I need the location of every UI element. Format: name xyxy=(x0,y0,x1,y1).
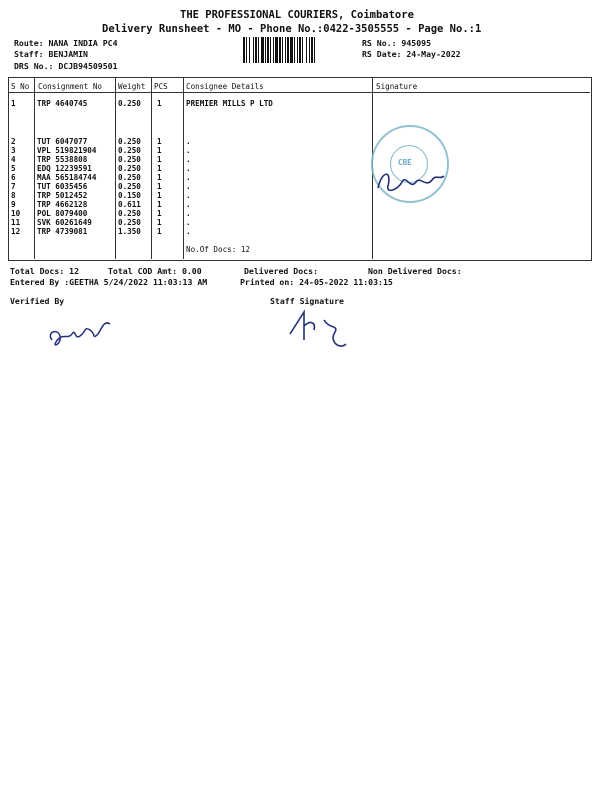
row-sno: 3 xyxy=(11,146,16,155)
row-consignment: POL 8079400 xyxy=(37,209,88,218)
non-delivered-docs: Non Delivered Docs: xyxy=(368,266,462,276)
delivered-docs: Delivered Docs: xyxy=(244,266,318,276)
row-sno: 5 xyxy=(11,164,16,173)
row-pcs: 1 xyxy=(157,182,162,191)
header-divider xyxy=(8,92,590,93)
row-weight: 0.250 xyxy=(118,209,141,218)
row-pcs: 1 xyxy=(157,173,162,182)
barcode xyxy=(243,37,351,63)
row-1-sno: 1 xyxy=(11,99,16,108)
staff-signature-label: Staff Signature xyxy=(270,296,344,306)
staff-signature xyxy=(280,300,360,360)
row-consignment: VPL 519821904 xyxy=(37,146,97,155)
row-dot: . xyxy=(186,173,191,182)
drs-number: DRS No.: DCJB94509501 xyxy=(14,61,118,71)
row-weight: 0.250 xyxy=(118,146,141,155)
row-consignment: SVK 60261649 xyxy=(37,218,92,227)
row-consignment: EDQ 12239591 xyxy=(37,164,92,173)
row-weight: 0.250 xyxy=(118,182,141,191)
row-consignment: TUT 6047077 xyxy=(37,137,88,146)
row-dot: . xyxy=(186,182,191,191)
entered-by: Entered By :GEETHA 5/24/2022 11:03:13 AM xyxy=(10,277,208,287)
row-consignment: TUT 6035456 xyxy=(37,182,88,191)
col-consignment: Consignment No xyxy=(38,82,103,91)
no-of-docs: No.Of Docs: 12 xyxy=(186,245,251,254)
row-sno: 9 xyxy=(11,200,16,209)
runsheet-table xyxy=(8,77,592,261)
row-consignment: TRP 4662128 xyxy=(37,200,88,209)
company-title: THE PROFESSIONAL COURIERS, Coimbatore xyxy=(180,9,414,21)
row-sno: 10 xyxy=(11,209,21,218)
row-sno: 6 xyxy=(11,173,16,182)
row-weight: 0.611 xyxy=(118,200,141,209)
row-weight: 0.250 xyxy=(118,218,141,227)
row-pcs: 1 xyxy=(157,209,162,218)
runsheet-subtitle: Delivery Runsheet - MO - Phone No.:0422-3505555 - Page No.:1 xyxy=(102,23,482,35)
row-dot: . xyxy=(186,200,191,209)
row-pcs: 1 xyxy=(157,200,162,209)
col-weight: Weight xyxy=(118,82,146,91)
row-dot: . xyxy=(186,155,191,164)
row-sno: 4 xyxy=(11,155,16,164)
rs-date: RS Date: 24-May-2022 xyxy=(362,49,461,59)
row-pcs: 1 xyxy=(157,155,162,164)
row-weight: 0.250 xyxy=(118,164,141,173)
row-sno: 2 xyxy=(11,137,16,146)
verified-by: Verified By xyxy=(10,296,65,306)
row-sno: 8 xyxy=(11,191,16,200)
total-cod: Total COD Amt: 0.00 xyxy=(108,266,202,276)
row-dot: . xyxy=(186,209,191,218)
col-pcs: PCS xyxy=(154,82,168,91)
col-consignee: Consignee Details xyxy=(186,82,264,91)
verifier-signature xyxy=(40,310,140,360)
row-dot: . xyxy=(186,218,191,227)
row-consignment: TRP 4739081 xyxy=(37,227,88,236)
row-weight: 1.350 xyxy=(118,227,141,236)
col-signature: Signature xyxy=(376,82,418,91)
row-consignment: TRP 5538808 xyxy=(37,155,88,164)
row-1-weight: 0.250 xyxy=(118,99,141,108)
row-sno: 11 xyxy=(11,218,21,227)
col-sno: S No xyxy=(11,82,30,91)
row-pcs: 1 xyxy=(157,164,162,173)
row-weight: 0.250 xyxy=(118,137,141,146)
row-pcs: 1 xyxy=(157,191,162,200)
row-pcs: 1 xyxy=(157,146,162,155)
row-weight: 0.250 xyxy=(118,173,141,182)
route: Route: NANA INDIA PC4 xyxy=(14,38,118,48)
row-pcs: 1 xyxy=(157,218,162,227)
row-consignment: MAA 565184744 xyxy=(37,173,97,182)
row-sno: 12 xyxy=(11,227,21,236)
row-weight: 0.250 xyxy=(118,155,141,164)
stamp-text: CBE xyxy=(398,158,412,167)
row-dot: . xyxy=(186,227,191,236)
row-dot: . xyxy=(186,164,191,173)
row-dot: . xyxy=(186,137,191,146)
rs-number: RS No.: 945095 xyxy=(362,38,432,48)
row-dot: . xyxy=(186,191,191,200)
staff: Staff: BENJAMIN xyxy=(14,49,88,59)
row-dot: . xyxy=(186,146,191,155)
row-1-consignment: TRP 4640745 xyxy=(37,99,88,108)
row-weight: 0.150 xyxy=(118,191,141,200)
row-sno: 7 xyxy=(11,182,16,191)
row-pcs: 1 xyxy=(157,137,162,146)
row-1-consignee: PREMIER MILLS P LTD xyxy=(186,99,273,108)
row-pcs: 1 xyxy=(157,227,162,236)
row-consignment: TRP 5012452 xyxy=(37,191,88,200)
consignee-signature xyxy=(370,160,450,200)
printed-on: Printed on: 24-05-2022 11:03:15 xyxy=(240,277,393,287)
row-1-pcs: 1 xyxy=(157,99,162,108)
total-docs: Total Docs: 12 xyxy=(10,266,80,276)
